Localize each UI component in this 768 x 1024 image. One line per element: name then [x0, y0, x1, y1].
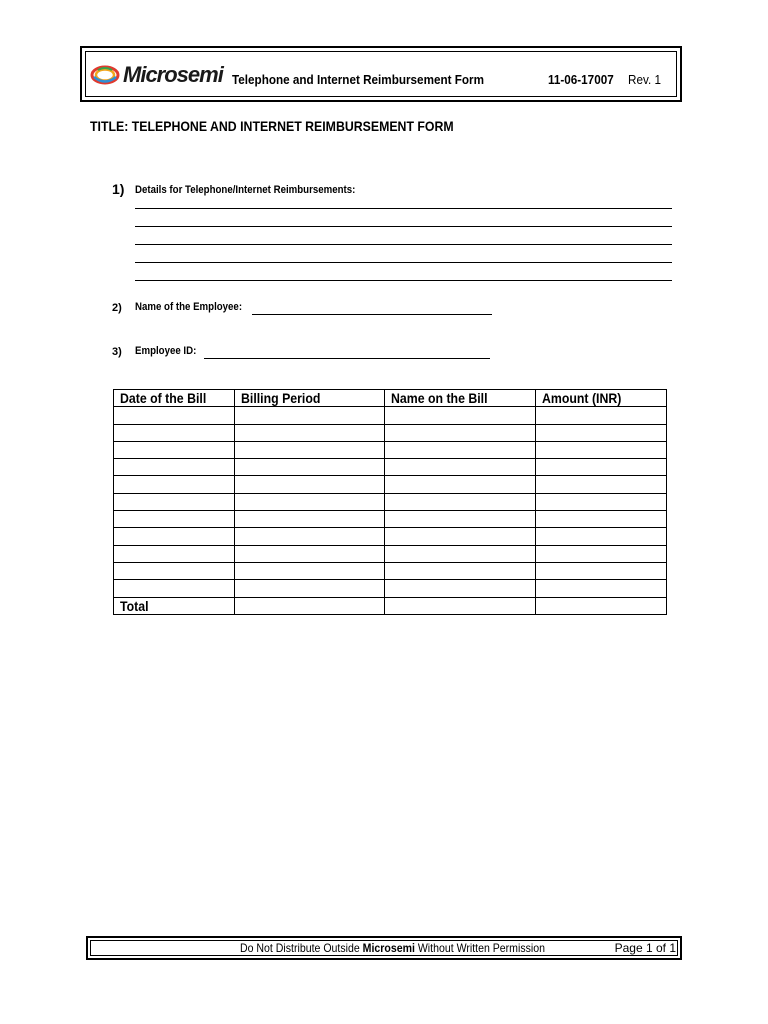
document-footer [86, 936, 682, 960]
revision-label: Rev. 1 [628, 72, 661, 87]
table-row [114, 580, 667, 597]
table-cell[interactable] [235, 545, 385, 562]
document-title: TITLE: TELEPHONE AND INTERNET REIMBURSEMENT FORM [90, 118, 454, 134]
details-line-4[interactable] [135, 262, 672, 263]
table-cell[interactable] [235, 476, 385, 493]
table-cell[interactable] [235, 528, 385, 545]
distribution-notice [240, 941, 545, 955]
table-cell[interactable] [114, 476, 235, 493]
table-cell[interactable] [114, 511, 235, 528]
table-cell[interactable] [235, 562, 385, 579]
table-row [114, 424, 667, 441]
table-cell[interactable] [385, 459, 536, 476]
table-cell[interactable] [385, 528, 536, 545]
table-cell[interactable] [114, 562, 235, 579]
employee-name-field[interactable] [252, 314, 492, 315]
page-number: Page 1 of 1 [614, 941, 676, 955]
table-row [114, 476, 667, 493]
details-line-1[interactable] [135, 208, 672, 209]
table-cell[interactable] [536, 580, 667, 597]
reimbursement-table [113, 389, 667, 615]
table-cell[interactable] [536, 459, 667, 476]
table-row [114, 528, 667, 545]
table-cell[interactable] [114, 407, 235, 424]
table-cell[interactable] [385, 407, 536, 424]
table-cell[interactable] [536, 424, 667, 441]
table-cell[interactable] [114, 441, 235, 458]
table-cell[interactable] [385, 545, 536, 562]
table-cell[interactable] [385, 580, 536, 597]
table-cell[interactable] [536, 407, 667, 424]
table-cell[interactable] [235, 459, 385, 476]
table-cell[interactable] [235, 424, 385, 441]
item-2-label: Name of the Employee: [135, 301, 243, 313]
details-line-3[interactable] [135, 244, 672, 245]
item-3-number: 3) [112, 346, 122, 358]
table-cell[interactable] [235, 597, 385, 614]
table-cell[interactable] [235, 511, 385, 528]
column-header-date: Date of the Bill [114, 390, 235, 407]
table-row [114, 459, 667, 476]
microsemi-logo-icon [90, 64, 120, 86]
table-cell[interactable] [114, 528, 235, 545]
details-line-2[interactable] [135, 226, 672, 227]
total-amount-cell[interactable] [536, 597, 667, 614]
distribution-notice-company: Microsemi [362, 941, 415, 955]
table-cell[interactable] [536, 528, 667, 545]
table-cell[interactable] [114, 545, 235, 562]
distribution-notice-suffix: Without Written Permission [414, 941, 545, 955]
item-2-number: 2) [112, 302, 122, 314]
table-cell[interactable] [536, 562, 667, 579]
table-header-row [114, 390, 667, 407]
table-cell[interactable] [536, 441, 667, 458]
table-row [114, 441, 667, 458]
table-cell[interactable] [536, 545, 667, 562]
document-header [80, 46, 682, 102]
table-cell[interactable] [385, 441, 536, 458]
details-line-5[interactable] [135, 280, 672, 281]
table-cell[interactable] [235, 580, 385, 597]
header-title: Telephone and Internet Reimbursement Form [232, 72, 485, 87]
document-number: 11-06-17007 [548, 72, 614, 87]
table-cell[interactable] [235, 441, 385, 458]
table-cell[interactable] [385, 562, 536, 579]
column-header-billing-period: Billing Period [235, 390, 385, 407]
table-cell[interactable] [235, 407, 385, 424]
total-label: Total [114, 597, 235, 614]
table-cell[interactable] [114, 459, 235, 476]
distribution-notice-prefix: Do Not Distribute Outside [240, 941, 363, 955]
company-logo [90, 62, 223, 88]
table-cell[interactable] [536, 493, 667, 510]
table-cell[interactable] [385, 476, 536, 493]
table-row [114, 407, 667, 424]
table-cell[interactable] [385, 597, 536, 614]
logo-wordmark: Microsemi [123, 62, 223, 87]
item-3-label: Employee ID: [135, 345, 197, 357]
table-cell[interactable] [536, 511, 667, 528]
table-cell[interactable] [536, 476, 667, 493]
table-row [114, 545, 667, 562]
table-row [114, 493, 667, 510]
column-header-amount: Amount (INR) [536, 390, 667, 407]
employee-id-field[interactable] [204, 358, 490, 359]
table-total-row [114, 597, 667, 614]
table-cell[interactable] [385, 424, 536, 441]
table-cell[interactable] [114, 424, 235, 441]
table-cell[interactable] [114, 493, 235, 510]
table-cell[interactable] [385, 493, 536, 510]
table-row [114, 562, 667, 579]
item-1-number: 1) [112, 181, 125, 197]
table-row [114, 511, 667, 528]
table-cell[interactable] [385, 511, 536, 528]
item-1-label: Details for Telephone/Internet Reimbursements: [135, 184, 356, 196]
column-header-name-on-bill: Name on the Bill [385, 390, 536, 407]
table-cell[interactable] [114, 580, 235, 597]
table-cell[interactable] [235, 493, 385, 510]
